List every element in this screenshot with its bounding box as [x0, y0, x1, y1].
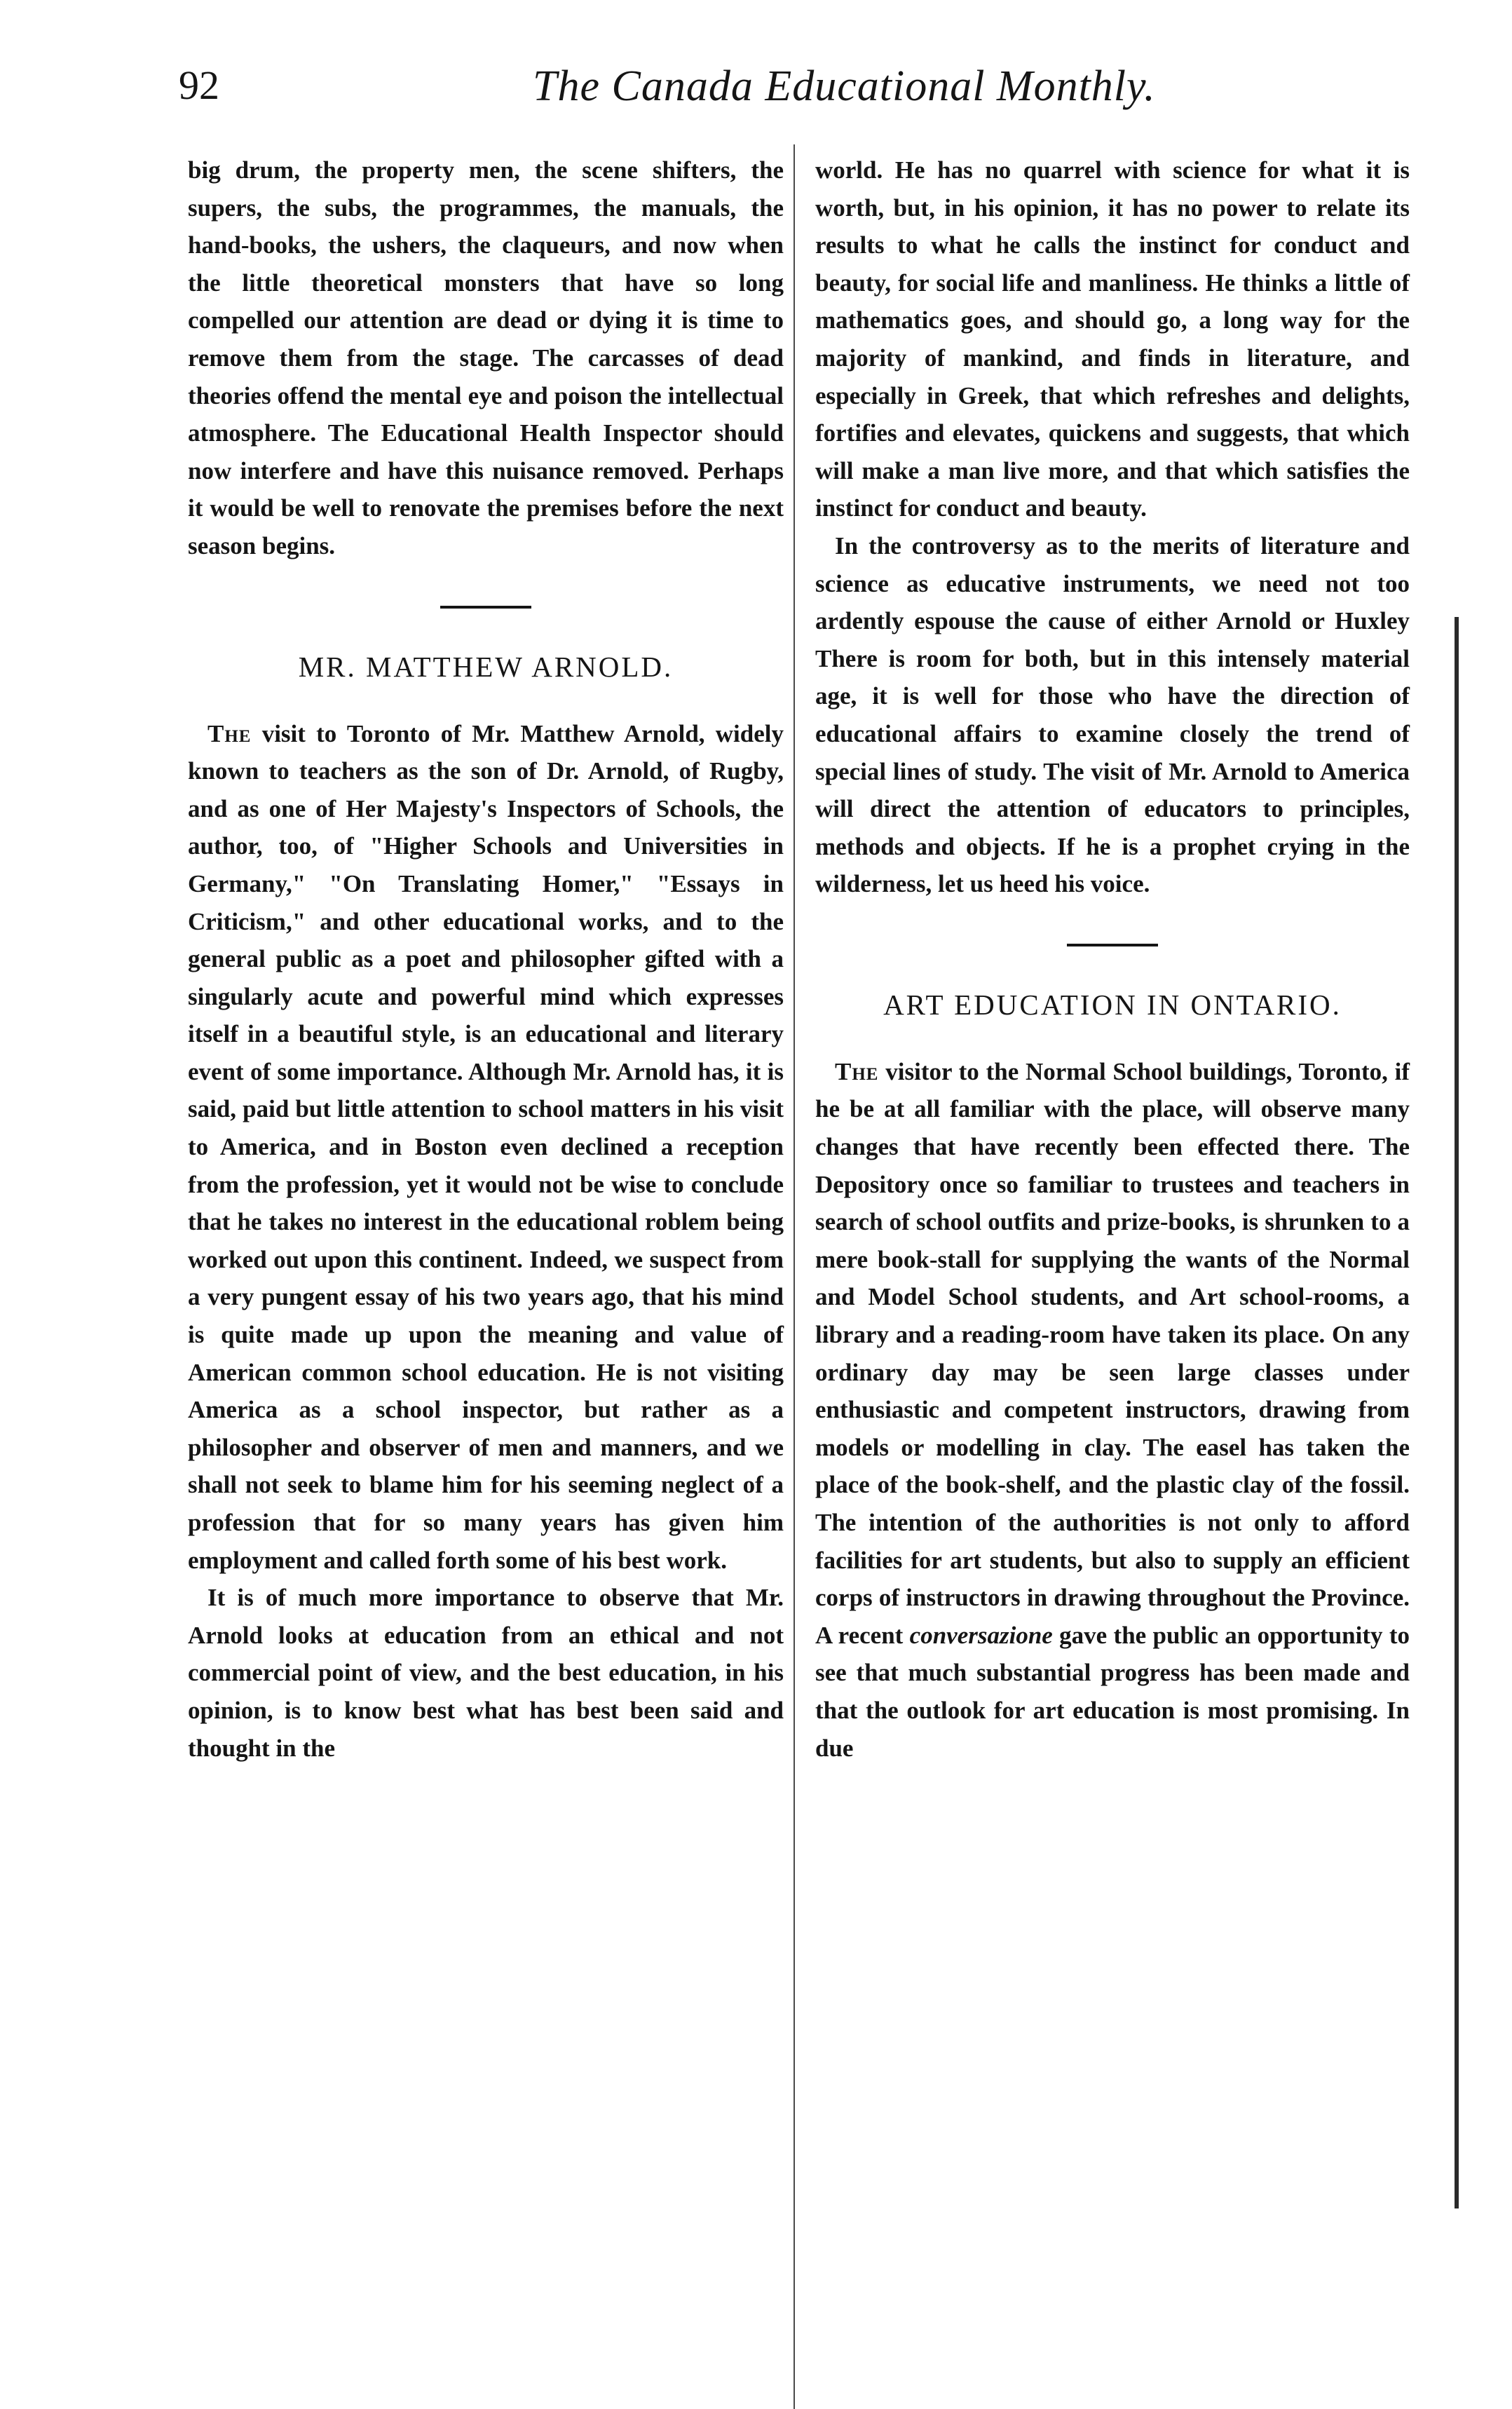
page-number: 92: [179, 62, 219, 108]
section-heading-arnold: MR. MATTHEW ARNOLD.: [298, 650, 674, 683]
paragraph-text: visitor to the Normal School buildings, Toronto, if he be at all familiar with the place, will observe many changes that have recently been effected there. The Depository once so familiar to trustees and teachers in search of school outfits and prize-books, is shrunken to a mere book-stall for supplying the wants of the Normal and Model School students, and Art school-rooms, a library and a reading-room have taken its place. On any ordinary day may be seen large classes under enthusiastic and competent instructors, drawing from models or modelling in clay. The easel has taken the place of the book-shelf, and the plastic clay of the fossil. The intention of the authorities is not only to afford facilities for art students, but also to supply an efficient corps of instructors in drawing throughout the Province. A recent: [815, 1057, 1410, 1649]
running-title: The Canada Educational Monthly.: [533, 62, 1156, 110]
arnold-paragraph-1: [188, 715, 784, 1580]
page-header: [179, 62, 1441, 125]
left-column: [188, 151, 784, 1767]
art-education-paragraph: [815, 1053, 1410, 1767]
section-separator: [440, 606, 531, 609]
right-edge-rule: [1455, 617, 1459, 2208]
continued-paragraph: big drum, the property men, the scene shifters, the supers, the subs, the programmes, the manuals, the hand-books, the ushers, the claqueurs, and now when the little theoretical monsters that have so long compelled our attention are dead or dying it is time to remove them from the stage. The carcasses of dead theories offend the mental eye and poison the intellectual atmosphere. The Educational Health Inspector should now interfere and have this nuisance removed. Perhaps it would be well to renovate the premises before the next season begins.: [188, 156, 784, 559]
lead-word: The: [835, 1057, 879, 1085]
italic-term: conversazione: [909, 1621, 1053, 1649]
section-separator: [1067, 944, 1158, 946]
arnold-paragraph-2: It is of much more importance to observe that Mr. Arnold looks at education from an ethical and not commercial point of view, and the best education, in his opinion, is to know best what has best been said and thought in the: [188, 1584, 784, 1762]
section-heading-art-education: ART EDUCATION IN ONTARIO.: [883, 988, 1342, 1021]
controversy-paragraph: In the controversy as to the merits of literature and science as educative instruments, we need not too ardently espouse the cause of either Arnold or Huxley There is room for both, but in this intensely material age, it is well for those who have the direction of educational affairs to examine closely the trend of special lines of study. The visit of Mr. Arnold to America will direct the attention of educators to principles, methods and objects. If he is a prophet crying in the wilderness, let us heed his voice.: [815, 531, 1410, 898]
continued-paragraph: world. He has no quarrel with science for what it is worth, but, in his opinion, it has no power to relate its results to what he calls the instinct for conduct and beauty, for social life and manliness. He thinks a little of mathematics goes, and should go, a long way for the majority of mankind, and finds in literature, and especially in Greek, that which refreshes and delights, fortifies and elevates, quickens and suggests, that which will make a man live more, and that which satisfies the instinct for conduct and beauty.: [815, 156, 1410, 522]
paragraph-text: gave the public an opportunity to see that much substantial progress has been made and that the outlook for art education is most promising. In due: [815, 1621, 1410, 1762]
paragraph-text: visit to Toronto of Mr. Matthew Arnold, widely known to teachers as the son of Dr. Arnold, of Rugby, and as one of Her Majesty's Inspectors of Schools, the author, too, of "Higher Schools and Universities in Germany," "On Translating Homer," "Essays in Criticism," and other educational works, and to the general public as a poet and philosopher gifted with a singularly acute and powerful mind which expresses itself in a beautiful style, is an educational and literary event of some importance. Although Mr. Arnold has, it is said, paid but little attention to school matters in his visit to America, and in Boston even declined a reception from the profession, yet it would not be wise to conclude that he takes no interest in the educational roblem being worked out upon this continent. Indeed, we suspect from a very pungent essay of his two years ago, that his mind is quite made up upon the meaning and value of American common school education. He is not visiting America as a school inspector, but rather as a philosopher and observer of men and manners, and we shall not seek to blame him for his seeming neglect of a profession that for so many years has given him employment and called forth some of his best work.: [188, 719, 784, 1574]
column-divider: [794, 144, 795, 2409]
lead-word: The: [207, 719, 252, 747]
right-column: [815, 151, 1410, 1767]
